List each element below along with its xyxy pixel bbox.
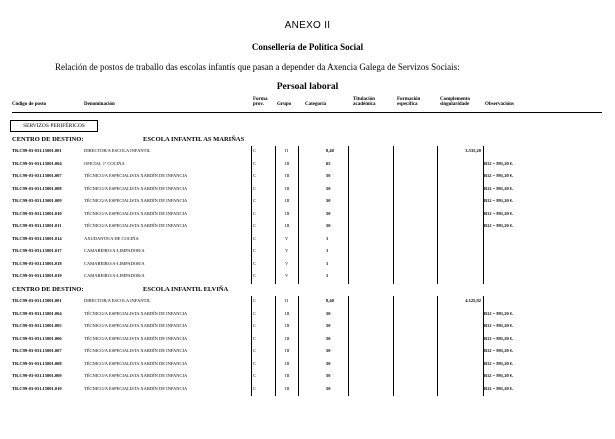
cell-code: TR.C99-03-031.15001.010 <box>12 385 62 391</box>
cell-name: CAMAREIRO/A-LIMPADOR/A <box>84 260 145 266</box>
column-divider <box>437 296 438 396</box>
cell-code: TR.C99-03-031.15001.008 <box>12 185 62 191</box>
cell-code: TR.C99-03-031.15001.007 <box>12 173 62 178</box>
cell-forma: C <box>253 273 257 278</box>
cell-group: III <box>285 210 290 216</box>
cell-forma: C <box>253 235 257 241</box>
cell-observations: B12 = 891,20 €. <box>484 173 514 178</box>
column-divider <box>348 146 349 284</box>
cell-code: TR.C99-03-031.15001.006 <box>12 335 62 341</box>
cell-category: 50 <box>326 373 331 378</box>
cell-forma: C <box>253 198 257 203</box>
cell-code: TR.C99-03-031.15001.007 <box>12 348 62 353</box>
cell-name: CAMAREIRO/A-LIMPADOR/A <box>84 273 145 278</box>
column-divider <box>275 296 276 396</box>
cell-category: 50 <box>326 348 331 353</box>
cell-group: III <box>285 185 290 191</box>
cell-group: V <box>285 260 289 266</box>
cell-group: V <box>285 248 289 253</box>
cell-forma: C <box>253 360 257 366</box>
cell-name: TÉCNICO/A ESPECIALISTA XARDÍN DE INFANCIA <box>84 323 188 328</box>
cell-observations: B12 = 891,20 €. <box>484 185 514 191</box>
cell-name: DIRECTOR/A ESCOLA INFANTIL <box>84 148 151 153</box>
cell-forma: C <box>253 210 257 216</box>
column-divider <box>298 296 299 396</box>
column-divider <box>275 146 276 284</box>
center-label: CENTRO DE DESTINO: <box>12 136 84 143</box>
cell-name: TÉCNICO/A ESPECIALISTA XARDÍN DE INFANCIA <box>84 360 188 366</box>
cell-forma: C <box>253 160 257 166</box>
header-category: Categoría <box>305 102 327 107</box>
cell-group: III <box>285 335 290 341</box>
cell-code: TR.C99-03-031.15001.009 <box>12 373 62 378</box>
header-complemento-1: Complemento <box>440 97 470 102</box>
cell-code: TR.C99-03-031.15001.004 <box>12 310 62 316</box>
header-observaciones: Observacións <box>485 102 514 107</box>
cell-forma: C <box>253 148 257 153</box>
cell-complement: 3.535,20 <box>465 148 481 153</box>
cell-group: III <box>285 373 290 378</box>
cell-group: III <box>285 310 290 316</box>
cell-forma: C <box>253 323 257 328</box>
cell-observations: B12 = 891,20 €. <box>484 223 514 228</box>
cell-group: II <box>285 148 288 153</box>
cell-name: AXUDANTE/A DE COCIÑA <box>84 235 139 241</box>
cell-name: OFICIAL 1ª COCIÑA <box>84 160 125 166</box>
cell-observations: B12 = 891,20 €. <box>484 348 514 353</box>
column-divider <box>251 146 252 284</box>
cell-name: TÉCNICO/A ESPECIALISTA XARDÍN DE INFANCIA <box>84 185 188 191</box>
cell-category: 1 <box>326 260 329 266</box>
cell-category: 50 <box>326 210 331 216</box>
cell-category: 50 <box>326 360 331 366</box>
cell-category: 8,40 <box>326 148 334 153</box>
cell-category: 65 <box>326 160 331 166</box>
cell-code: TR.C99-03-031.15001.005 <box>12 323 62 328</box>
cell-forma: C <box>253 298 257 303</box>
cell-category: 50 <box>326 385 331 391</box>
annex-title: ANEXO II <box>284 20 331 31</box>
cell-group: V <box>285 273 289 278</box>
column-divider <box>348 296 349 396</box>
cell-forma: C <box>253 185 257 191</box>
header-name: Denominación <box>84 102 115 107</box>
cell-observations: B12 = 891,20 €. <box>484 360 514 366</box>
header-titulacion-2: académica <box>353 102 376 107</box>
header-complemento-2: singularidade <box>440 102 470 107</box>
cell-name: TÉCNICO/A ESPECIALISTA XARDÍN DE INFANCIA <box>84 173 188 178</box>
cell-category: 50 <box>326 310 331 316</box>
cell-name: DIRECTOR/A ESCOLA INFANTIL <box>84 298 151 303</box>
cell-category: 1 <box>326 248 329 253</box>
cell-forma: C <box>253 260 257 266</box>
cell-category: 8,40 <box>326 298 334 303</box>
column-divider <box>251 296 252 396</box>
cell-name: TÉCNICO/A ESPECIALISTA XARDÍN DE INFANCIA <box>84 310 188 316</box>
cell-name: TÉCNICO/A ESPECIALISTA XARDÍN DE INFANCIA <box>84 223 188 228</box>
cell-name: TÉCNICO/A ESPECIALISTA XARDÍN DE INFANCIA <box>84 335 188 341</box>
cell-code: TR.C99-03-031.15001.004 <box>12 160 62 166</box>
cell-category: 50 <box>326 198 331 203</box>
cell-code: TR.C99-03-031.15001.018 <box>12 260 62 266</box>
cell-group: III <box>285 385 290 391</box>
column-divider <box>298 146 299 284</box>
cell-observations: B12 = 891,20 €. <box>484 310 514 316</box>
cell-observations: B12 = 891,20 €. <box>484 198 514 203</box>
cell-forma: C <box>253 173 257 178</box>
cell-forma: C <box>253 373 257 378</box>
header-group: Grupo <box>277 102 292 107</box>
header-formacion-2: específica <box>397 102 418 107</box>
cell-category: 1 <box>326 273 329 278</box>
service-label: SERVIZOS PERIFÉRICOS <box>10 120 98 132</box>
cell-observations: B12 = 891,20 €. <box>484 335 514 341</box>
staff-type-heading: Persoal laboral <box>276 82 339 92</box>
header-forma-1: Forma <box>253 97 268 102</box>
department-title: Consellería de Política Social <box>251 42 364 52</box>
header-forma-2: prov. <box>253 102 264 107</box>
cell-group: V <box>285 235 289 241</box>
cell-category: 50 <box>326 223 331 228</box>
intro-text: Relación de postos de traballo das escolas infantís que pasan a depender da Axencia Galega de Servizos Sociais: <box>55 62 460 72</box>
header-code: Código de posto <box>12 102 47 107</box>
cell-category: 1 <box>326 235 329 241</box>
header-titulacion-1: Titulación <box>353 97 375 102</box>
cell-code: TR.C99-03-031.15001.001 <box>12 298 62 303</box>
cell-forma: C <box>253 310 257 316</box>
cell-category: 50 <box>326 185 331 191</box>
cell-name: TÉCNICO/A ESPECIALISTA XARDÍN DE INFANCIA <box>84 210 188 216</box>
cell-group: II <box>285 298 288 303</box>
center-name: ESCOLA INFANTIL ELVIÑA <box>143 286 229 293</box>
cell-code: TR.C99-03-031.15001.014 <box>12 235 62 241</box>
cell-group: III <box>285 323 290 328</box>
cell-name: TÉCNICO/A ESPECIALISTA XARDÍN DE INFANCIA <box>84 198 188 203</box>
column-divider <box>393 296 394 396</box>
cell-category: 50 <box>326 173 331 178</box>
cell-category: 50 <box>326 323 331 328</box>
cell-group: III <box>285 173 290 178</box>
cell-group: III <box>285 348 290 353</box>
cell-forma: C <box>253 223 257 228</box>
cell-group: III <box>285 360 290 366</box>
cell-name: TÉCNICO/A ESPECIALISTA XARDÍN DE INFANCIA <box>84 385 188 391</box>
cell-observations: B12 = 891,20 €. <box>484 210 514 216</box>
center-label: CENTRO DE DESTINO: <box>12 286 84 293</box>
cell-code: TR.C99-03-031.15001.010 <box>12 210 62 216</box>
cell-observations: B12 = 891,20 €. <box>484 160 514 166</box>
cell-forma: C <box>253 335 257 341</box>
cell-forma: C <box>253 348 257 353</box>
cell-code: TR.C99-03-031.15001.008 <box>12 360 62 366</box>
cell-code: TR.C99-03-031.15001.009 <box>12 198 62 203</box>
cell-category: 50 <box>326 335 331 341</box>
cell-name: TÉCNICO/A ESPECIALISTA XARDÍN DE INFANCIA <box>84 348 188 353</box>
cell-code: TR.C99-03-031.15001.019 <box>12 273 62 278</box>
cell-name: CAMAREIRO/A-LIMPADOR/A <box>84 248 145 253</box>
cell-observations: B12 = 891,20 €. <box>484 323 514 328</box>
cell-observations: B12 = 891,20 €. <box>484 385 514 391</box>
cell-complement: 4.125,92 <box>465 298 481 303</box>
cell-forma: C <box>253 248 257 253</box>
center-name: ESCOLA INFANTIL AS MARIÑAS <box>143 136 245 143</box>
cell-group: III <box>285 160 290 166</box>
cell-observations: B12 = 891,20 €. <box>484 373 514 378</box>
column-divider <box>437 146 438 284</box>
cell-group: III <box>285 198 290 203</box>
cell-group: III <box>285 223 290 228</box>
header-formacion-1: Formación <box>397 97 421 102</box>
header-rule <box>12 112 602 113</box>
cell-code: TR.C99-03-031.15001.001 <box>12 148 62 153</box>
cell-forma: C <box>253 385 257 391</box>
cell-name: TÉCNICO/A ESPECIALISTA XARDÍN DE INFANCIA <box>84 373 188 378</box>
column-divider <box>393 146 394 284</box>
cell-code: TR.C99-03-031.15001.011 <box>12 223 62 228</box>
cell-code: TR.C99-03-031.15001.017 <box>12 248 62 253</box>
